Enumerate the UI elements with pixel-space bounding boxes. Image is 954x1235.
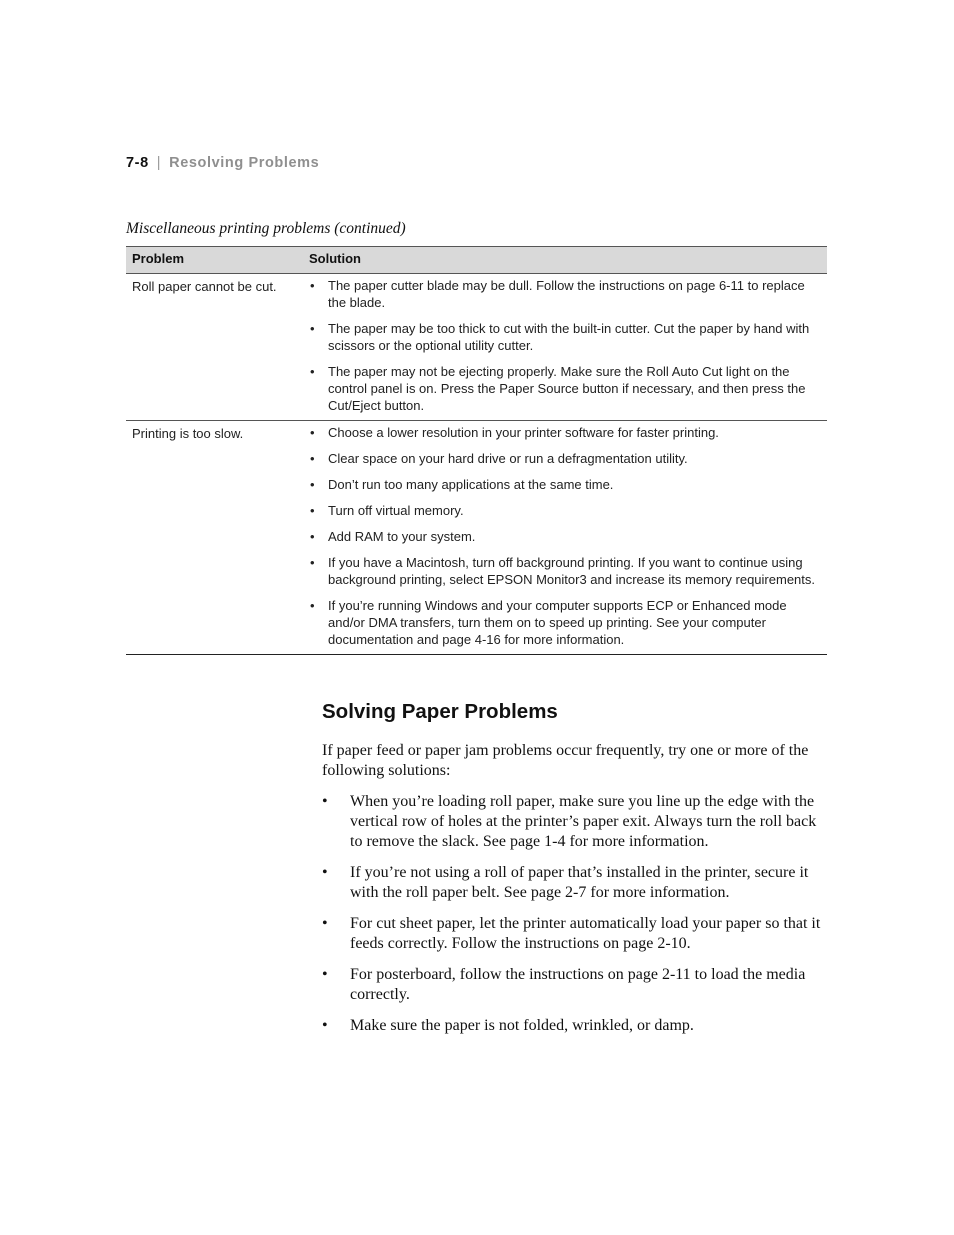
- header-separator: |: [156, 155, 162, 171]
- table-caption: Miscellaneous printing problems (continued): [126, 220, 406, 237]
- column-header-problem: Problem: [132, 251, 185, 266]
- list-item: • If you have a Macintosh, turn off background printing. If you want to continue using background printing, select EPSON Monitor3 and increase its memory requirements.: [310, 555, 815, 587]
- bullet: •: [322, 1017, 328, 1034]
- list-item: • The paper may not be ejecting properly. Make sure the Roll Auto Cut light on the control panel is on. Press the Paper Source button if necessary, and then press the Cut/Eject button.: [310, 364, 806, 413]
- bullet: •: [322, 915, 328, 932]
- list-item: • For posterboard, follow the instructions on page 2-11 to load the media correctly.: [322, 966, 806, 1003]
- bullet: •: [310, 451, 315, 466]
- bullet: •: [322, 793, 328, 810]
- list-item: • For cut sheet paper, let the printer automatically load your paper so that it feeds correctly. Follow the instructions on page 2-10.: [322, 915, 821, 952]
- list-item: • Turn off virtual memory.: [310, 503, 464, 518]
- bullet: •: [310, 364, 315, 379]
- problem-cell: Printing is too slow.: [132, 426, 244, 441]
- list-item: • The paper cutter blade may be dull. Follow the instructions on page 6-11 to replace the blade.: [310, 278, 805, 310]
- page-header: [126, 155, 319, 171]
- bullet: •: [310, 529, 315, 544]
- bullet: •: [310, 278, 315, 293]
- section-title: Solving Paper Problems: [322, 700, 558, 723]
- bullet: •: [322, 966, 328, 983]
- problem-cell: Roll paper cannot be cut.: [132, 279, 277, 294]
- list-item: • The paper may be too thick to cut with the built-in cutter. Cut the paper by hand with scissors or the optional utility cutter.: [310, 321, 810, 353]
- list-item: • If you’re running Windows and your computer supports ECP or Enhanced mode and/or DMA transfers, turn them on to speed up printing. See your computer documentation and page 4-16 for more information.: [310, 598, 787, 647]
- column-header-solution: Solution: [309, 251, 361, 266]
- intro-paragraph: If paper feed or paper jam problems occur frequently, try one or more of the following solutions:: [322, 742, 809, 779]
- bullet: •: [310, 503, 315, 518]
- list-item: • Make sure the paper is not folded, wrinkled, or damp.: [322, 1017, 694, 1034]
- section-body: [322, 741, 827, 1047]
- solutions-list: [322, 792, 827, 1036]
- bullet: •: [310, 598, 315, 613]
- bullet: •: [310, 321, 315, 336]
- list-item: • If you’re not using a roll of paper that’s installed in the printer, secure it with the roll paper belt. See page 2-7 for more information.: [322, 864, 809, 901]
- list-item: • Clear space on your hard drive or run a defragmentation utility.: [310, 451, 688, 466]
- list-item: • When you’re loading roll paper, make sure you line up the edge with the vertical row of holes at the printer’s paper exit. Always turn the roll back to remove the slack. See page 1-4 for more information.: [322, 793, 817, 850]
- section-name: Resolving Problems: [169, 155, 320, 171]
- bullet: •: [322, 864, 328, 881]
- table-row: [126, 274, 827, 421]
- bullet: •: [310, 555, 315, 570]
- list-item: • Add RAM to your system.: [310, 529, 476, 544]
- solution-list: [126, 277, 827, 414]
- table-row: [126, 421, 827, 655]
- problems-table: [126, 246, 827, 655]
- solution-list: [126, 424, 827, 648]
- table-header: [126, 246, 827, 274]
- page-number: 7-8: [126, 155, 149, 171]
- list-item: • Choose a lower resolution in your printer software for faster printing.: [310, 425, 719, 440]
- bullet: •: [310, 477, 315, 492]
- bullet: •: [310, 425, 315, 440]
- list-item: • Don’t run too many applications at the same time.: [310, 477, 614, 492]
